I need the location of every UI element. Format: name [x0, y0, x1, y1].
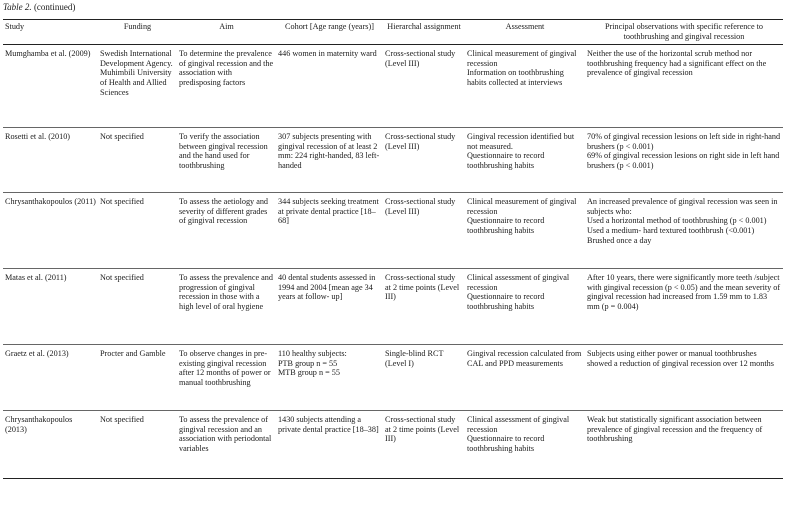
cell-aim: To determine the prevalence of gingival recession and the association with predisposing factors [179, 49, 274, 87]
cell-cohort: 1430 subjects attending a private dental practice [18–38] [278, 415, 379, 434]
cell-funding: Not specified [100, 415, 144, 425]
cell-study: Rosetti et al. (2010) [5, 132, 71, 142]
cell-assessment: Clinical measurement of gingival recession Questionnaire to record toothbrushing habits [467, 197, 577, 235]
cell-funding: Swedish International Development Agency. Muhimbili University of Health and Allied Sciences [100, 49, 173, 97]
cell-cohort: 40 dental students assessed in 1994 and 2004 [mean age 34 years at follow- up] [278, 273, 376, 302]
table-row [3, 45, 783, 128]
cell-assessment: Gingival recession calculated from CAL and PPD measurements [467, 349, 582, 368]
cell-observations: An increased prevalence of gingival recession was seen in subjects who: Used a horizontal method of toothbrushing (p < 0.001) Used a medium- hard textured toothbrush (<0.001) Brushed once a day [587, 197, 778, 245]
table-caption [3, 2, 75, 12]
cell-aim: To observe changes in pre-existing gingival recession after 12 months of power or manual toothbrushing [179, 349, 271, 387]
cell-observations: 70% of gingival recession lesions on left side in right-hand brushers (p < 0.001) 69% of gingival recession lesions on right side in left hand brushers (p < 0.001) [587, 132, 781, 170]
cell-assignment: Single-blind RCT (Level I) [385, 349, 444, 368]
cell-study: Chrysanthakopoulos (2011) [5, 197, 96, 207]
cell-funding: Not specified [100, 197, 144, 207]
cell-cohort: 344 subjects seeking treatment at private dental practice [18–68] [278, 197, 379, 226]
header-funding: Funding [123, 22, 152, 31]
cell-aim: To verify the association between gingival recession and the hand used for toothbrushing [179, 132, 268, 170]
cell-assessment: Clinical assessment of gingival recession Questionnaire to record toothbrushing habits [467, 273, 570, 311]
table-row [3, 411, 783, 479]
cell-funding: Not specified [100, 273, 144, 283]
header-cohort: Cohort [Age range (years)] [285, 22, 374, 31]
cell-cohort: 446 women in maternity ward [278, 49, 377, 59]
header-study: Study [5, 22, 25, 31]
table-caption-suffix: (continued) [33, 2, 76, 12]
cell-cohort: 110 healthy subjects: PTB group n = 55 MTB group n = 55 [278, 349, 347, 378]
cell-assessment: Gingival recession identified but not measured. Questionnaire to record toothbrushing habits [467, 132, 575, 170]
cell-study: Chrysanthakopoulos (2013) [5, 415, 73, 434]
table-row [3, 345, 783, 411]
cell-cohort: 307 subjects presenting with gingival recession of at least 2 mm: 224 right-handed, 83 left-handed [278, 132, 380, 170]
table-label: Table 2. [3, 2, 32, 12]
cell-aim: To assess the prevalence and progression of gingival recession in those with a high level of oral hygiene [179, 273, 273, 311]
cell-study: Mumghamba et al. (2009) [5, 49, 91, 59]
table-row [3, 269, 783, 345]
cell-funding: Procter and Gamble [100, 349, 166, 359]
cell-assessment: Clinical measurement of gingival recession Information on toothbrushing habits collected at interviews [467, 49, 577, 87]
studies-table [3, 19, 783, 479]
cell-aim: To assess the aetiology and severity of different grades of gingival recession [179, 197, 269, 226]
cell-assignment: Cross-sectional study (Level III) [385, 132, 456, 151]
cell-observations: Weak but statistically significant association between prevalence of gingival recession and the frequency of toothbrushing [587, 415, 763, 444]
cell-aim: To assess the prevalence of gingival recession and an association with periodontal variables [179, 415, 272, 453]
cell-observations: Subjects using either power or manual toothbrushes showed a reduction of gingival recession over 12 months [587, 349, 774, 368]
cell-assignment: Cross-sectional study (Level III) [385, 197, 456, 216]
header-aim: Aim [219, 22, 234, 31]
header-observations: Principal observations with specific reference to toothbrushing and gingival recession [604, 22, 763, 41]
table-row [3, 193, 783, 269]
cell-observations: After 10 years, there were significantly more teeth /subject with gingival recession (p < 0.05) and the mean severity of gingival recession had increased from 1.59 mm to 1.83 mm (p = 0.004) [587, 273, 781, 311]
cell-study: Graetz et al. (2013) [5, 349, 69, 359]
cell-funding: Not specified [100, 132, 144, 142]
table-row [3, 128, 783, 193]
table-header-row [3, 20, 783, 45]
cell-observations: Neither the use of the horizontal scrub method nor toothbrushing frequency had a significant effect on the prevalence of gingival recession [587, 49, 767, 78]
cell-study: Matas et al. (2011) [5, 273, 67, 283]
cell-assessment: Clinical assessment of gingival recession Questionnaire to record toothbrushing habits [467, 415, 570, 453]
cell-assignment: Cross-sectional study at 2 time points (Level III) [385, 273, 460, 302]
header-assignment: Hierarchal assignment [387, 22, 461, 31]
cell-assignment: Cross-sectional study (Level III) [385, 49, 456, 68]
header-assessment: Assessment [505, 22, 545, 31]
cell-assignment: Cross-sectional study at 2 time points (Level III) [385, 415, 460, 444]
